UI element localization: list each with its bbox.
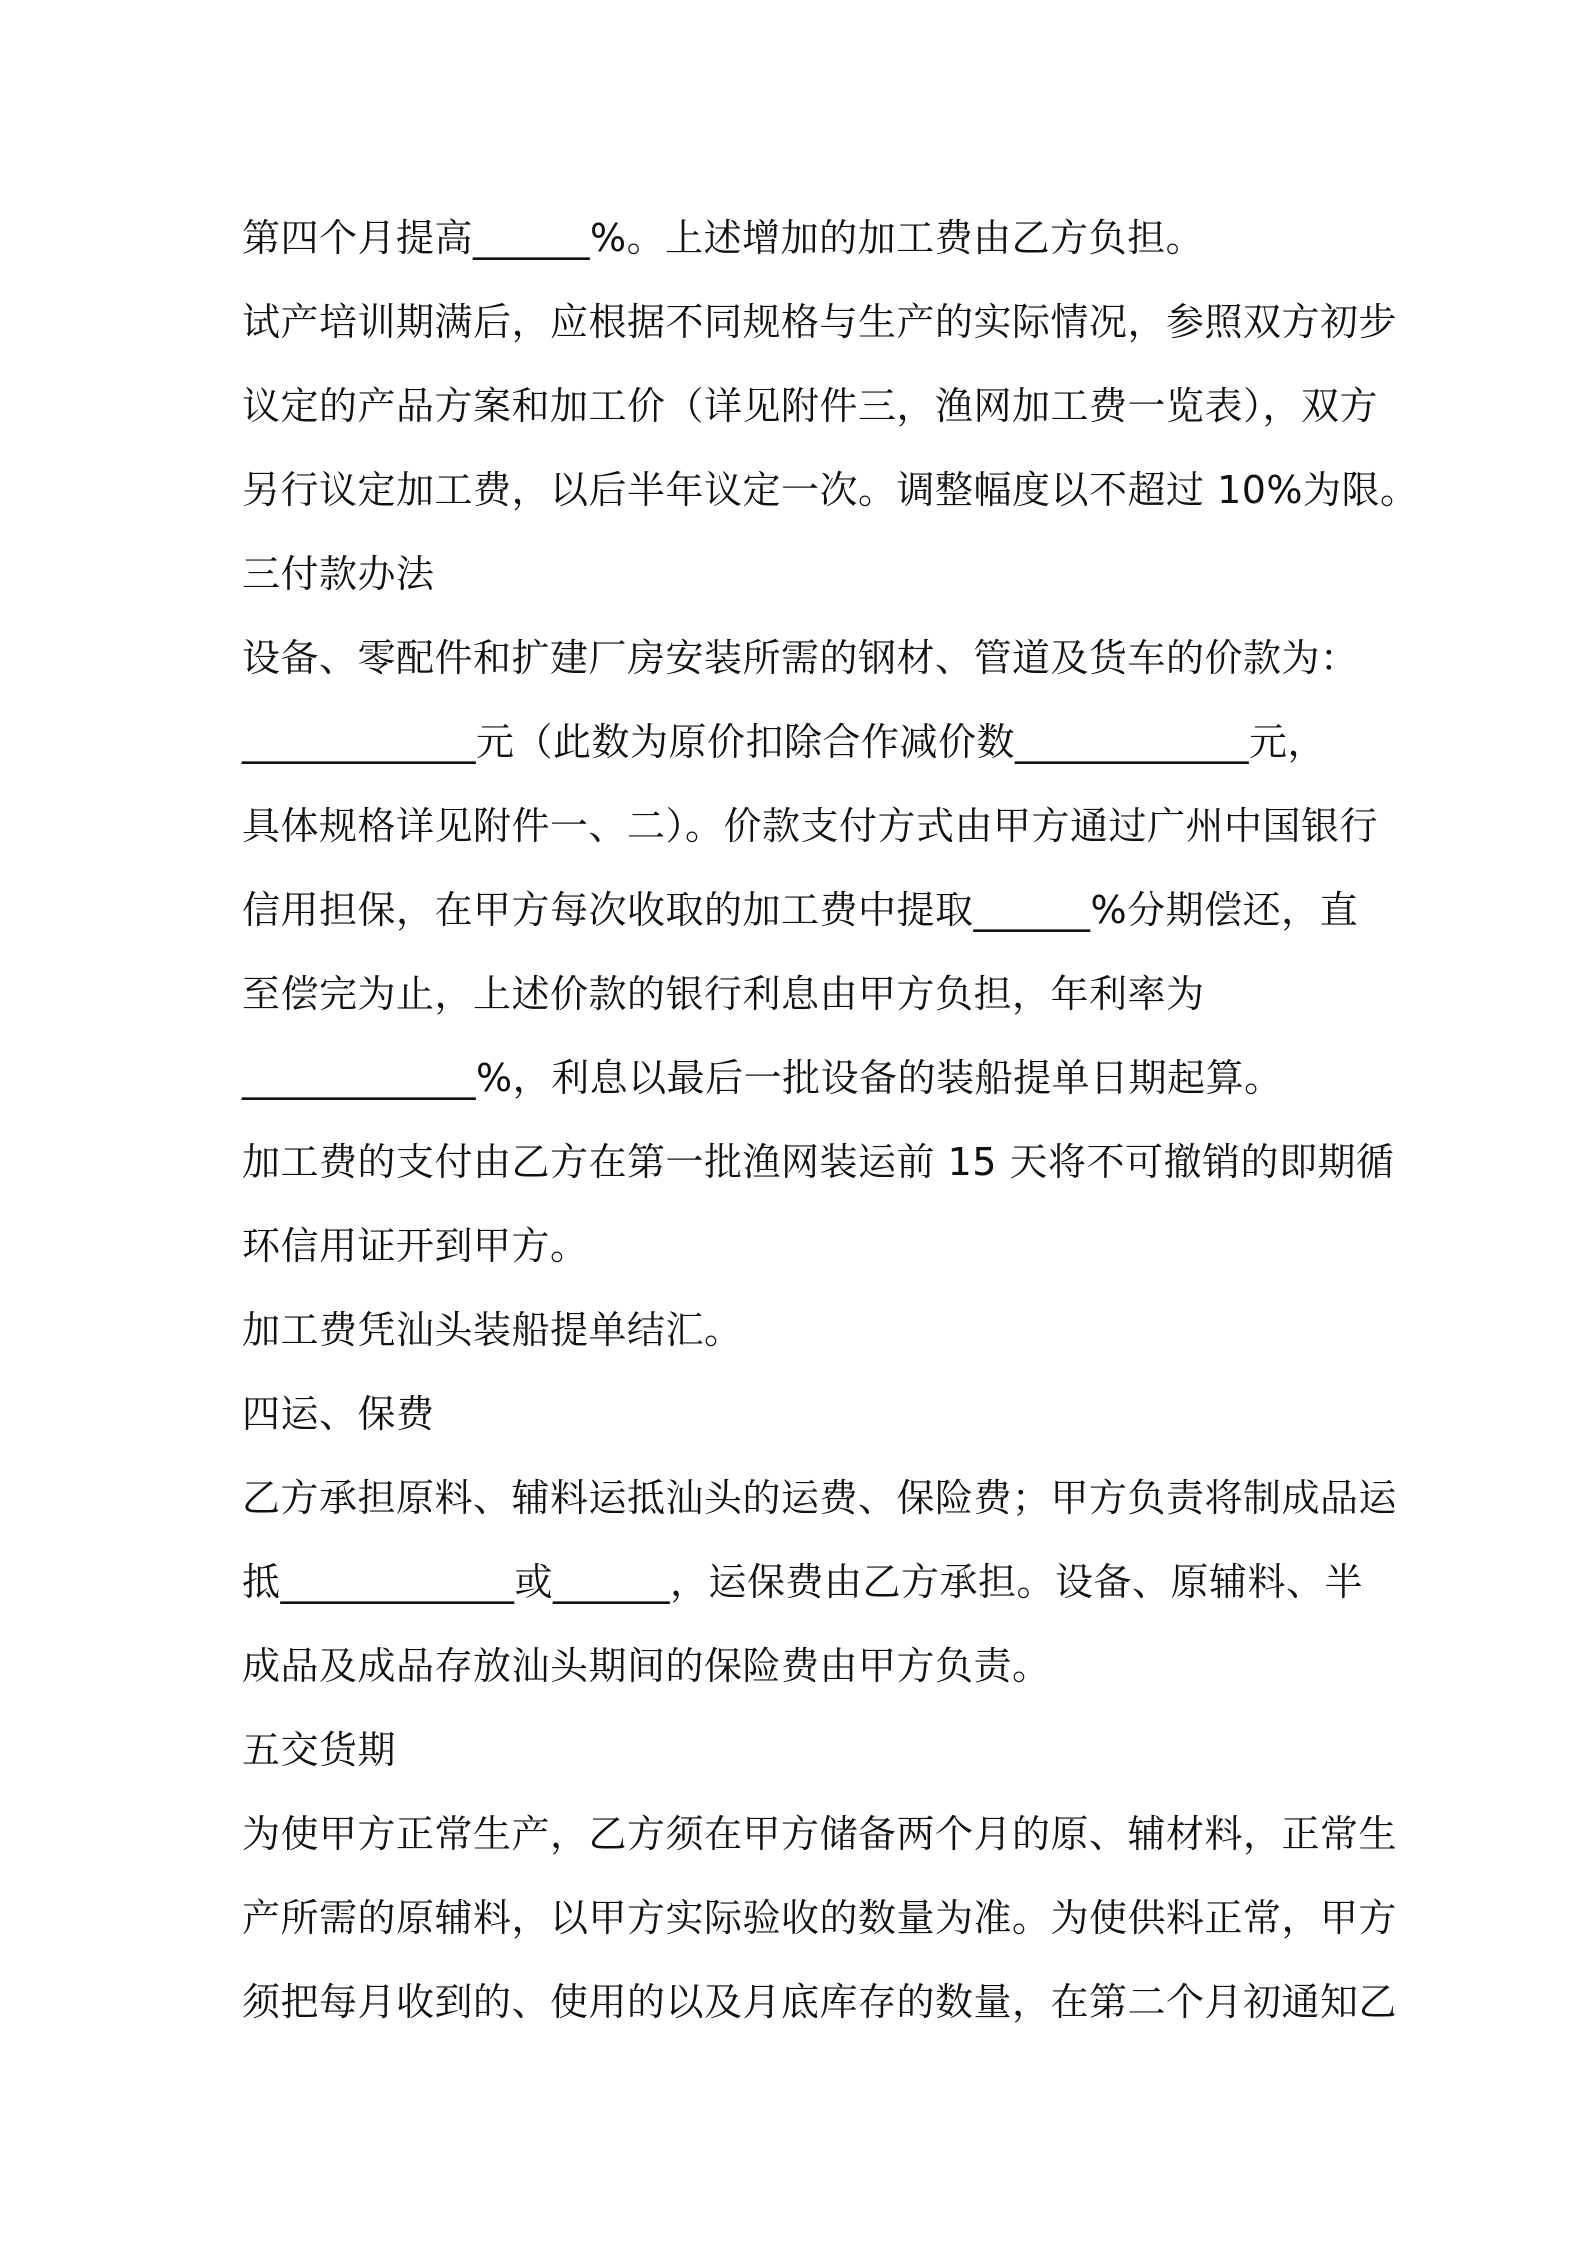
text-line: 产所需的原辅料，以甲方实际验收的数量为准。为使供料正常，甲方 [242, 1896, 1398, 1940]
text-line: 第四个月提高______%。上述增加的加工费由乙方负担。 [242, 216, 1205, 260]
text-line: 加工费的支付由乙方在第一批渔网装运前 15 天将不可撤销的即期循 [242, 1140, 1395, 1184]
section-heading-delivery: 五交货期 [242, 1728, 397, 1772]
text-line: ____________元（此数为原价扣除合作减价数____________元， [242, 720, 1327, 764]
section-heading-transport-insurance: 四运、保费 [242, 1392, 435, 1436]
text-line: 抵____________或______，运保费由乙方承担。设备、原辅料、半 [242, 1560, 1364, 1604]
text-line: 成品及成品存放汕头期间的保险费由甲方负责。 [242, 1644, 1051, 1688]
section-heading-payment: 三付款办法 [242, 552, 435, 596]
text-line: 至偿完为止，上述价款的银行利息由甲方负担，年利率为 [242, 972, 1205, 1016]
text-line: 加工费凭汕头装船提单结汇。 [242, 1308, 743, 1352]
text-line: 议定的产品方案和加工价（详见附件三，渔网加工费一览表），双方 [242, 384, 1379, 428]
text-line: 另行议定加工费，以后半年议定一次。调整幅度以不超过 10%为限。 [242, 468, 1419, 512]
text-line: 须把每月收到的、使用的以及月底库存的数量，在第二个月初通知乙 [242, 1980, 1398, 2024]
text-line: 信用担保，在甲方每次收取的加工费中提取______%分期偿还，直 [242, 888, 1359, 932]
text-line: ____________%，利息以最后一批设备的装船提单日期起算。 [242, 1056, 1283, 1100]
text-line: 乙方承担原料、辅料运抵汕头的运费、保险费；甲方负责将制成品运 [242, 1476, 1398, 1520]
document-body [242, 196, 1419, 2044]
text-line: 设备、零配件和扩建厂房安装所需的钢材、管道及货车的价款为： [242, 636, 1359, 680]
text-line: 环信用证开到甲方。 [242, 1224, 589, 1268]
text-line: 具体规格详见附件一、二）。价款支付方式由甲方通过广州中国银行 [242, 804, 1379, 848]
text-line: 试产培训期满后，应根据不同规格与生产的实际情况，参照双方初步 [242, 300, 1398, 344]
text-line: 为使甲方正常生产，乙方须在甲方储备两个月的原、辅材料，正常生 [242, 1812, 1398, 1856]
